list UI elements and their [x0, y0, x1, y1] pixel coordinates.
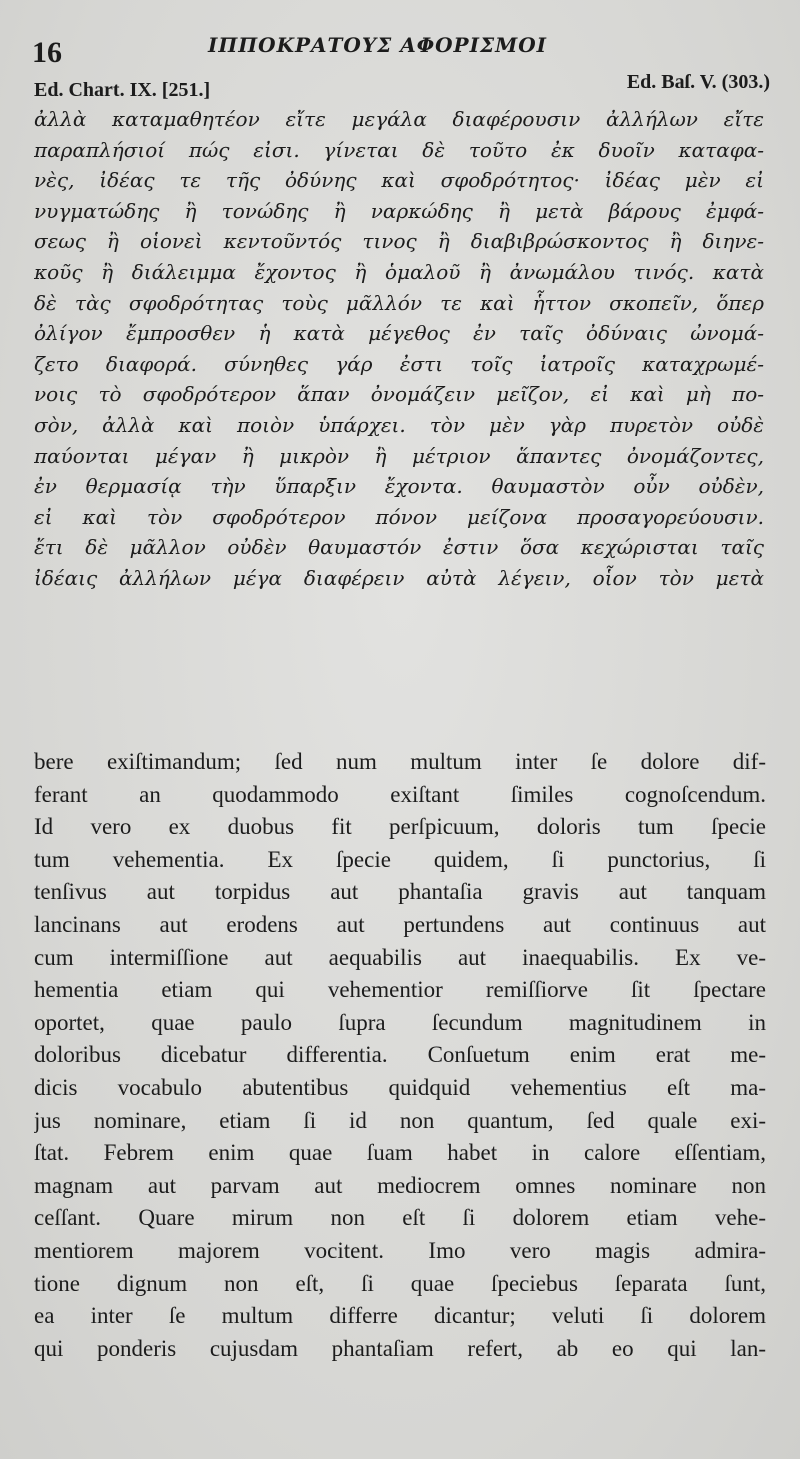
latin-line: lancinans aut erodens aut pertundens aut continuus aut: [34, 911, 766, 937]
greek-line: ζετο διαφορά. σύνηθες γάρ ἐστι τοῖς ἰατροῖς καταχρωμέ-: [34, 351, 764, 376]
greek-line: κοῦς ἢ διάλειμμα ἔχοντος ἢ ὁμαλοῦ ἢ ἀνωμάλου τινός. κατὰ: [34, 259, 764, 284]
greek-line: παύονται μέγαν ἢ μικρὸν ἢ μέτριον ἅπαντες ὀνομάζοντες,: [34, 443, 764, 468]
greek-text-block: [34, 104, 764, 594]
latin-line: qui ponderis cujusdam phantaſiam refert, ab eo qui lan-: [34, 1335, 766, 1361]
latin-line: ferant an quodammodo exiſtant ſimiles cognoſcendum.: [34, 781, 766, 807]
greek-line: σὸν, ἀλλὰ καὶ ποιὸν ὑπάρχει. τὸν μὲν γὰρ πυρετὸν οὐδὲ: [34, 412, 764, 437]
greek-line: ἰδέαις ἀλλήλων μέγα διαφέρειν αὐτὰ λέγειν, οἷον τὸν μετὰ: [34, 565, 764, 590]
latin-line: tum vehementia. Ex ſpecie quidem, ſi punctorius, ſi: [34, 846, 766, 872]
edition-reference-left: Ed. Chart. IX. [251.]: [34, 79, 211, 101]
latin-line: ea inter ſe multum differre dicantur; veluti ſi dolorem: [34, 1303, 766, 1329]
greek-line: παραπλήσιοί πώς εἰσι. γίνεται δὲ τοῦτο ἐκ δυοῖν καταφα-: [34, 137, 764, 162]
latin-line: oportet, quae paulo ſupra ſecundum magnitudinem in: [34, 1009, 766, 1035]
page-number: 16: [32, 36, 62, 69]
latin-line: doloribus dicebatur differentia. Conſuetum enim erat me-: [34, 1042, 766, 1068]
latin-line: magnam aut parvam aut mediocrem omnes nominare non: [34, 1172, 766, 1198]
greek-line: εἰ καὶ τὸν σφοδρότερον πόνον μείζονα προσαγορεύουσιν.: [34, 504, 764, 529]
greek-line: νοις τὸ σφοδρότερον ἅπαν ὀνομάζειν μεῖζον, εἰ καὶ μὴ πο-: [34, 382, 764, 407]
greek-line: ὀλίγον ἔμπροσθεν ἡ κατὰ μέγεθος ἐν ταῖς ὀδύναις ὠνομά-: [34, 321, 764, 346]
edition-reference-right: Ed. Baſ. V. (303.): [626, 71, 770, 93]
latin-line: mentiorem majorem vocitent. Imo vero magis admira-: [34, 1237, 766, 1263]
latin-line: ſtat. Febrem enim quae ſuam habet in calore eſſentiam,: [34, 1140, 766, 1166]
latin-line: tenſivus aut torpidus aut phantaſia gravis aut tanquam: [34, 879, 766, 905]
latin-line: tione dignum non eſt, ſi quae ſpeciebus ſeparata ſunt,: [34, 1270, 766, 1296]
greek-line: σεως ἢ οἱονεὶ κεντοῦντός τινος ἢ διαβιβρώσκοντος ἢ διηνε-: [34, 229, 764, 254]
greek-line: ἔτι δὲ μᾶλλον οὐδὲν θαυμαστόν ἐστιν ὅσα κεχώρισται ταῖς: [34, 535, 764, 560]
greek-line: δὲ τὰς σφοδρότητας τοὺς μᾶλλόν τε καὶ ἧττον σκοπεῖν, ὅπερ: [34, 290, 764, 315]
page-header: [0, 0, 800, 110]
latin-line: Id vero ex duobus fit perſpicuum, doloris tum ſpecie: [34, 814, 766, 840]
latin-line: hementia etiam qui vehementior remiſſiorve ſit ſpectare: [34, 977, 766, 1003]
latin-line: cum intermiſſione aut aequabilis aut inaequabilis. Ex ve-: [34, 944, 766, 970]
latin-text-block: [34, 746, 766, 1365]
greek-line: νυγματώδης ἢ τονώδης ἢ ναρκώδης ἢ μετὰ βάρους ἐμφά-: [34, 198, 764, 223]
greek-line: ἀλλὰ καταμαθητέον εἴτε μεγάλα διαφέρουσιν ἀλλήλων εἴτε: [34, 107, 764, 131]
latin-line: ceſſant. Quare mirum non eſt ſi dolorem etiam vehe-: [34, 1205, 766, 1231]
latin-line: bere exiſtimandum; ſed num multum inter ſe dolore dif-: [34, 749, 766, 774]
greek-line: ἐν θερμασίᾳ τὴν ὕπαρξιν ἔχοντα. θαυμαστὸν οὖν οὐδὲν,: [34, 474, 764, 499]
greek-line: νὲς, ἰδέας τε τῆς ὀδύνης καὶ σφοδρότητος· ἰδέας μὲν εἰ: [34, 168, 764, 193]
running-title: ΙΠΠΟΚΡΑΤΟΥΣ ΑΦΟΡΙΣΜΟΙ: [208, 33, 548, 57]
latin-line: jus nominare, etiam ſi id non quantum, ſed quale exi-: [34, 1107, 766, 1133]
latin-line: dicis vocabulo abutentibus quidquid vehementius eſt ma-: [34, 1074, 766, 1100]
